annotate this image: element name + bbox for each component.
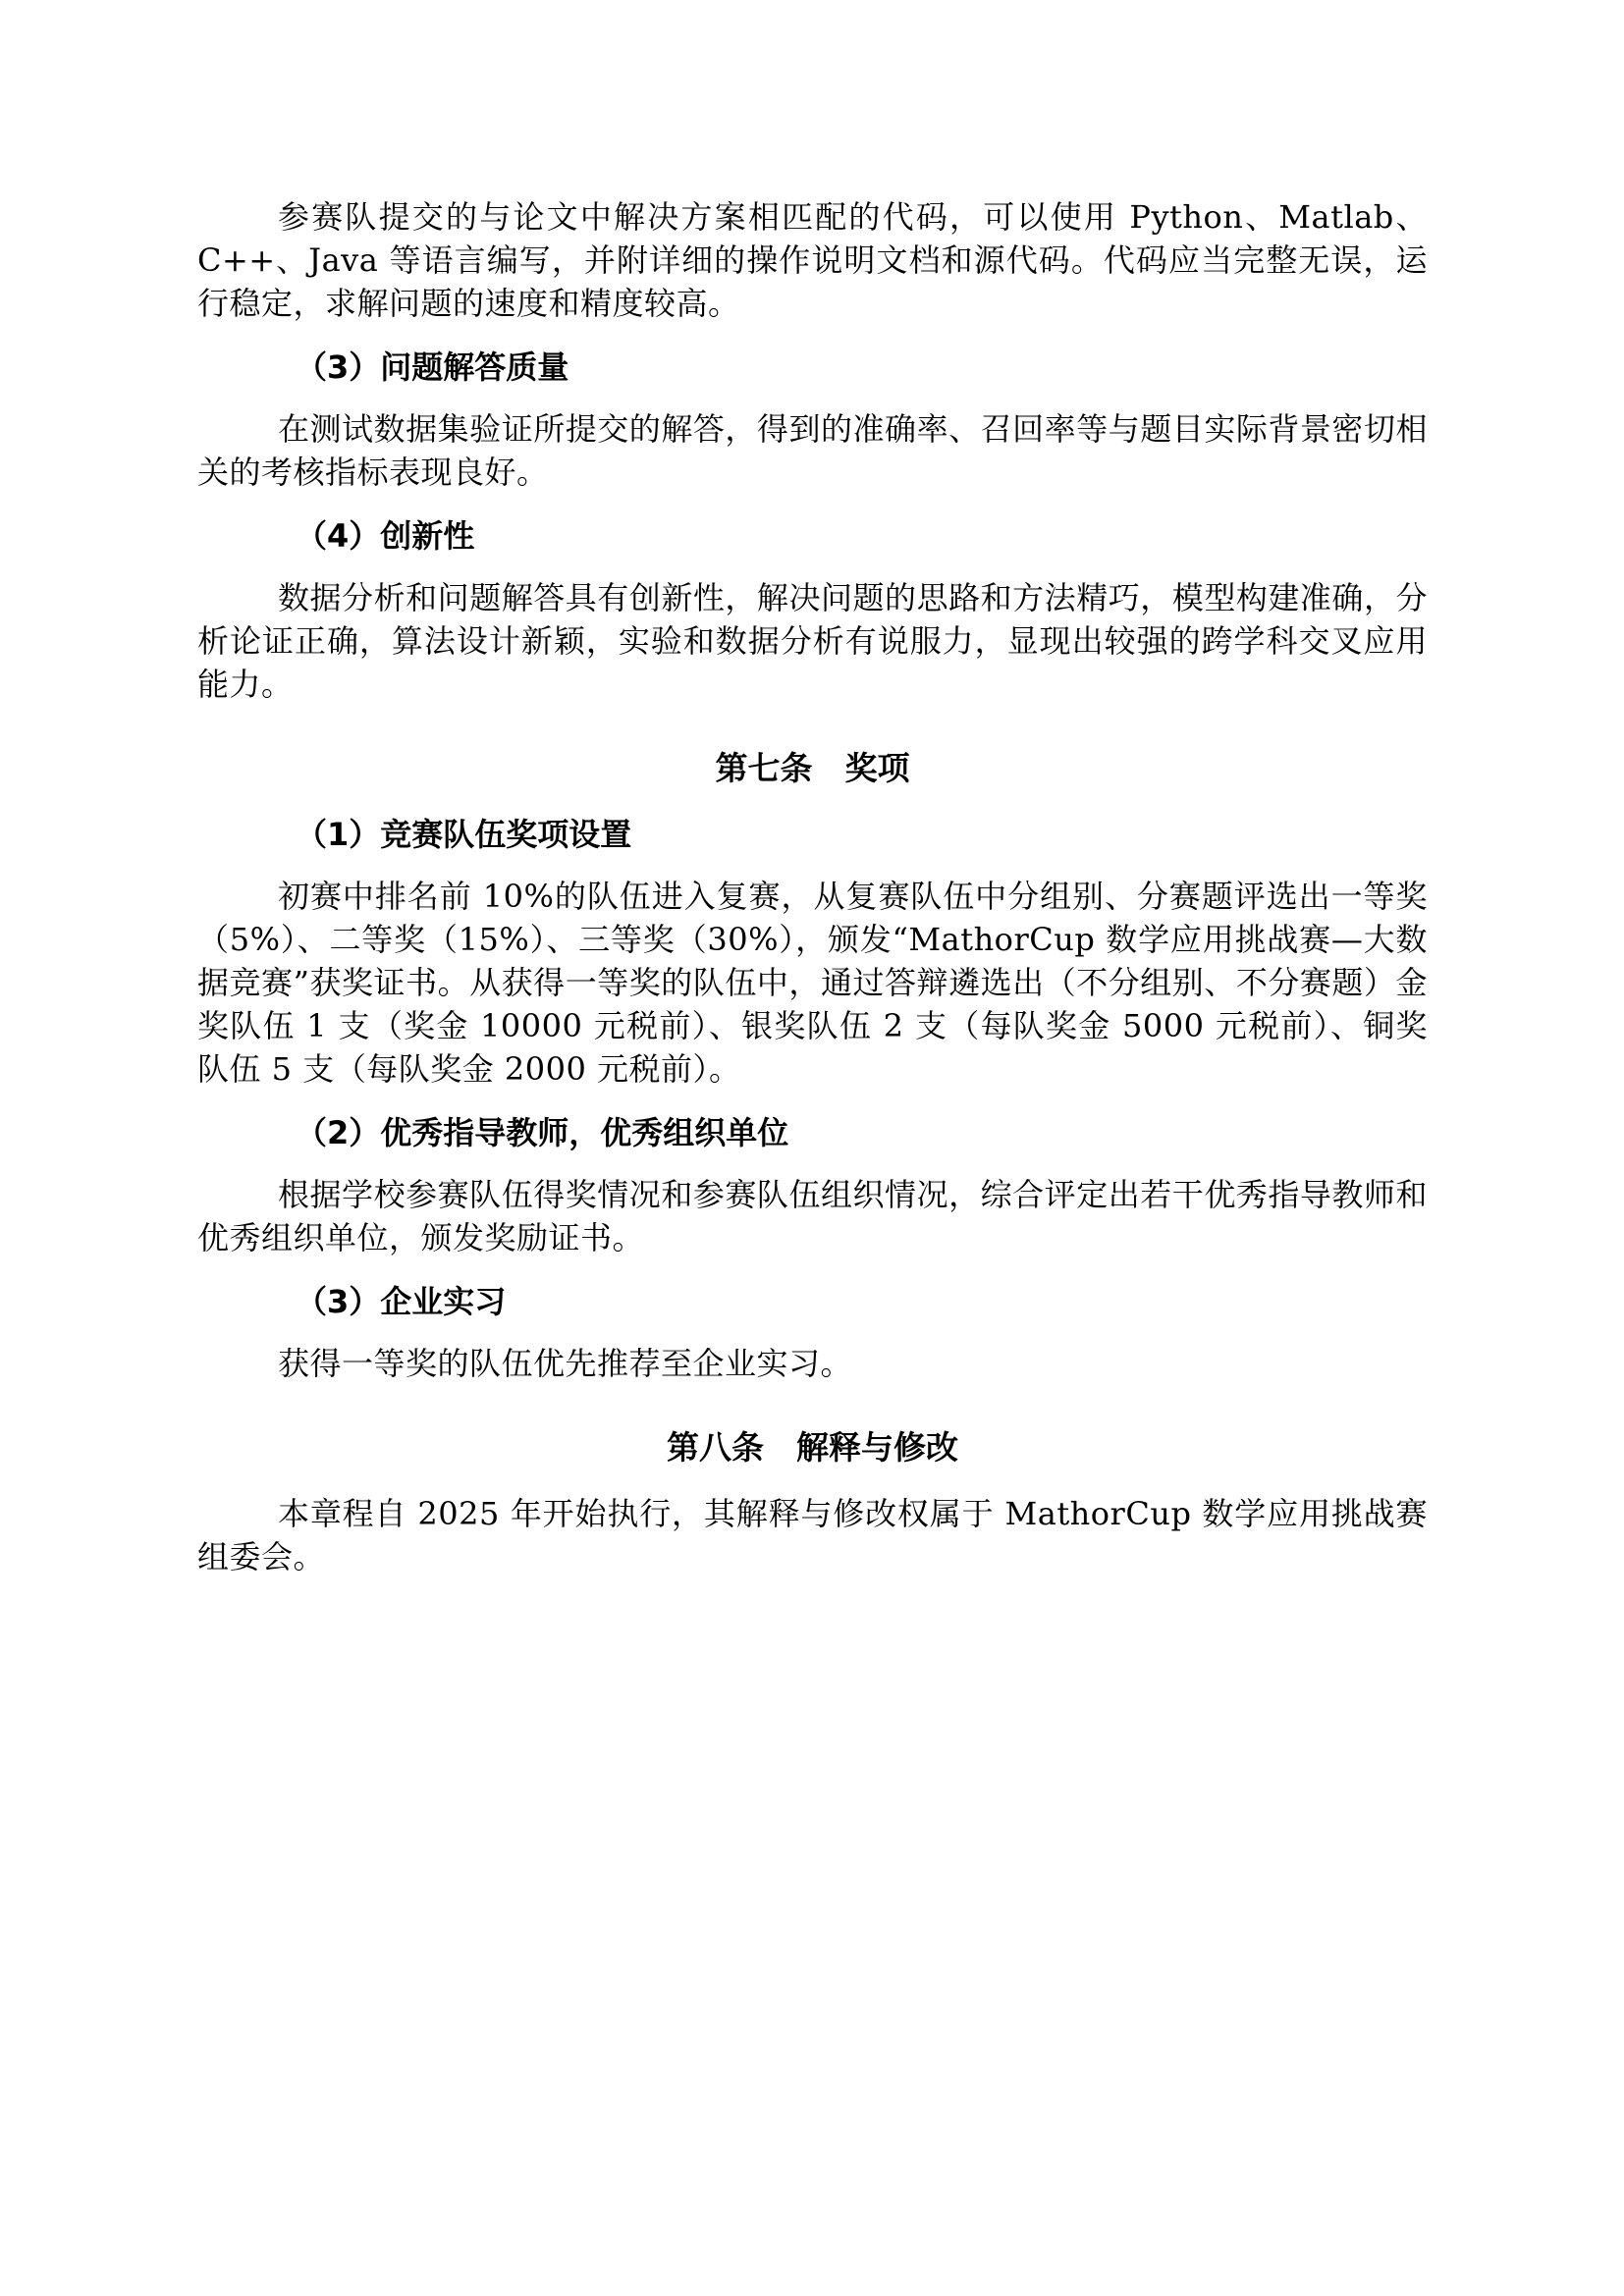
section-heading: （3）问题解答质量 xyxy=(296,348,569,386)
paragraph: 根据学校参赛队伍得奖情况和参赛队伍组织情况，综合评定出若干优秀指导教师和优秀组织单位，颁发奖励证书。 xyxy=(197,1176,1428,1256)
section-heading: （4）创新性 xyxy=(296,517,475,555)
chapter-heading: 第七条 奖项 xyxy=(715,749,910,787)
paragraph: 在测试数据集验证所提交的解答，得到的准确率、召回率等与题目实际背景密切相关的考核指标表现良好。 xyxy=(197,410,1428,491)
paragraph: 获得一等奖的队伍优先推荐至企业实习。 xyxy=(278,1345,853,1382)
section-heading: （3）企业实习 xyxy=(296,1283,507,1320)
paragraph: 参赛队提交的与论文中解决方案相匹配的代码，可以使用 Python、Matlab、C++、Java 等语言编写，并附详细的操作说明文档和源代码。代码应当完整无误，运行稳定，求解问题的速度和精度较高。 xyxy=(197,198,1428,322)
section-heading: （2）优秀指导教师，优秀组织单位 xyxy=(296,1114,789,1151)
chapter-heading: 第八条 解释与修改 xyxy=(667,1428,958,1467)
paragraph: 初赛中排名前 10%的队伍进入复赛，从复赛队伍中分组别、分赛题评选出一等奖（5%）、二等奖（15%）、三等奖（30%），颁发“MathorCup 数学应用挑战赛—大数据竞赛”获奖证书。从获得一等奖的队伍中，通过答辩遴选出（不分组别、不分赛题）金奖队伍 1 支（奖金 10000 元税前）、银奖队伍 2 支（每队奖金 5000 元税前）、铜奖队伍 5 支（每队奖金 2000 元税前）。 xyxy=(197,878,1428,1088)
section-heading: （1）竞赛队伍奖项设置 xyxy=(296,816,632,853)
paragraph: 数据分析和问题解答具有创新性，解决问题的思路和方法精巧，模型构建准确，分析论证正确，算法设计新颖，实验和数据分析有说服力，显现出较强的跨学科交叉应用能力。 xyxy=(197,579,1428,703)
paragraph: 本章程自 2025 年开始执行，其解释与修改权属于 MathorCup 数学应用挑战赛组委会。 xyxy=(197,1495,1428,1575)
document-body xyxy=(197,195,1428,1578)
